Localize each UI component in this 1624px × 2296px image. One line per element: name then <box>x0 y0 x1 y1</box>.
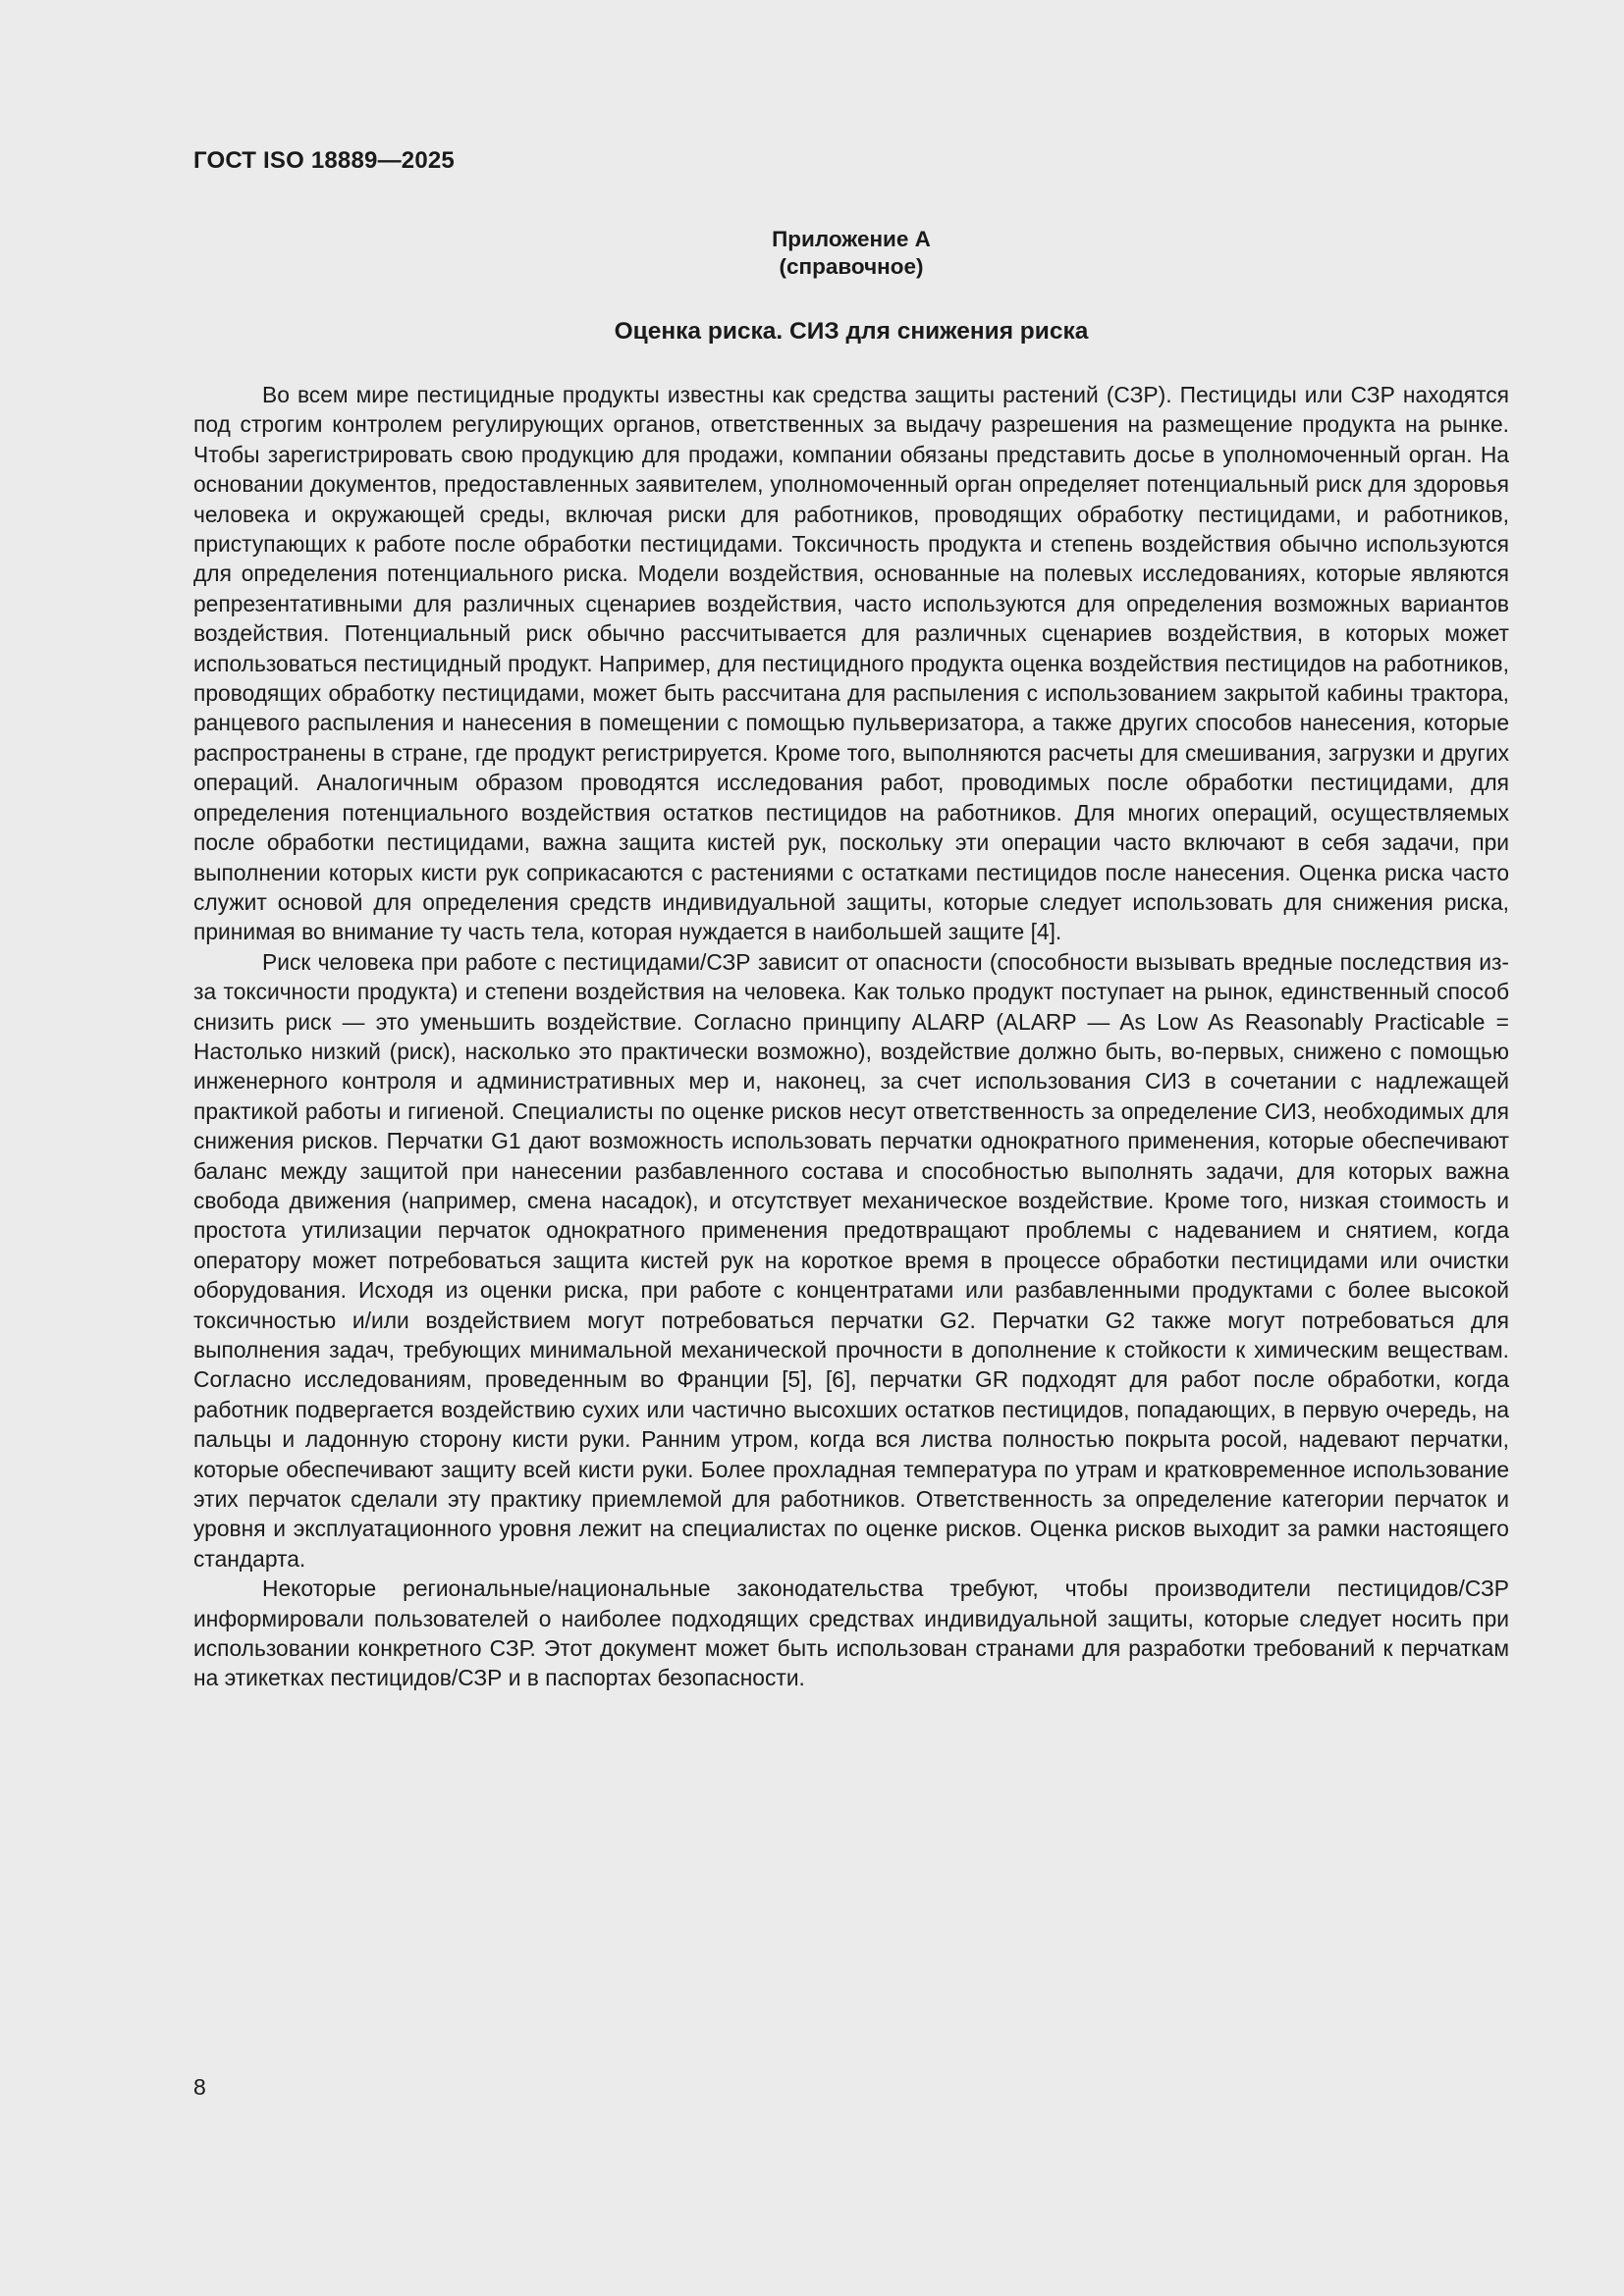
body-text <box>193 380 1509 1693</box>
paragraph: Во всем мире пестицидные продукты известны как средства защиты растений (СЗР). Пестициды или СЗР находятся под строгим контролем регулирующих органов, ответственных за выдачу разрешения на размещение продукта на рынке. Чтобы зарегистрировать свою продукцию для продажи, компании обязаны представить досье в уполномоченный орган. На основании документов, предоставленных заявителем, уполномоченный орган определяет потенциальный риск для здоровья человека и окружающей среды, включая риски для работников, проводящих обработку пестицидами, и работников, приступающих к работе после обработки пестицидами. Токсичность продукта и степень воздействия обычно используются для определения потенциального риска. Модели воздействия, основанные на полевых исследованиях, которые являются репрезентативными для различных сценариев воздействия, часто используются для определения возможных вариантов воздействия. Потенциальный риск обычно рассчитывается для различных сценариев воздействия, в которых может использоваться пестицидный продукт. Например, для пестицидного продукта оценка воздействия пестицидов на работников, проводящих обработку пестицидами, может быть рассчитана для распыления с использованием закрытой кабины трактора, ранцевого распыления и нанесения в помещении с помощью пульверизатора, а также других способов нанесения, которые распространены в стране, где продукт регистрируется. Кроме того, выполняются расчеты для смешивания, загрузки и других операций. Аналогичным образом проводятся исследования работ, проводимых после обработки пестицидами, для определения потенциального воздействия остатков пестицидов на работников. Для многих операций, осуществляемых после обработки пестицидами, важна защита кистей рук, поскольку эти операции часто включают в себя задачи, при выполнении которых кисти рук соприкасаются с растениями с остатками пестицидов после нанесения. Оценка риска часто служит основой для определения средств индивидуальной защиты, которые следует использовать для снижения риска, принимая во внимание ту часть тела, которая нуждается в наибольшей защите [4]. <box>193 382 1509 945</box>
page-number: 8 <box>193 2074 206 2100</box>
annex-heading <box>193 226 1509 281</box>
annex-status: (справочное) <box>779 254 924 279</box>
section-title: Оценка риска. СИЗ для снижения риска <box>614 318 1089 345</box>
annex-title: Приложение А <box>772 227 931 251</box>
document-header: ГОСТ ISO 18889—2025 <box>193 147 455 174</box>
paragraph: Некоторые региональные/национальные законодательства требуют, чтобы производители пестицидов/СЗР информировали пользователей о наиболее подходящих средствах индивидуальной защиты, которые следует носить при использовании конкретного СЗР. Этот документ может быть использован странами для разработки требований к перчаткам на этикетках пестицидов/СЗР и в паспортах безопасности. <box>193 1575 1509 1691</box>
paragraph: Риск человека при работе с пестицидами/СЗР зависит от опасности (способности вызывать вредные последствия из-за токсичности продукта) и степени воздействия на человека. Как только продукт поступает на рынок, единственный способ снизить риск — это уменьшить воздействие. Согласно принципу ALARP (ALARP — As Low As Reasonably Practicable = Настолько низкий (риск), насколько это практически возможно), воздействие должно быть, во-первых, снижено с помощью инженерного контроля и административных мер и, наконец, за счет использования СИЗ в сочетании с надлежащей практикой работы и гигиеной. Специалисты по оценке рисков несут ответственность за определение СИЗ, необходимых для снижения рисков. Перчатки G1 дают возможность использовать перчатки однократного применения, которые обеспечивают баланс между защитой при нанесении разбавленного состава и способностью выполнять задачи, для которых важна свобода движения (например, смена насадок), и отсутствует механическое воздействие. Кроме того, низкая стоимость и простота утилизации перчаток однократного применения предотвращают проблемы с надеванием и снятием, когда оператору может потребоваться защита кистей рук на короткое время в процессе обработки пестицидами или очистки оборудования. Исходя из оценки риска, при работе с концентратами или разбавленными продуктами с более высокой токсичностью и/или воздействием могут потребоваться перчатки G2. Перчатки G2 также могут потребоваться для выполнения задач, требующих минимальной механической прочности в дополнение к стойкости к химическим веществам. Согласно исследованиям, проведенным во Франции [5], [6], перчатки GR подходят для работ после обработки, когда работник подвергается воздействию сухих или частично высохших остатков пестицидов, попадающих, в первую очередь, на пальцы и ладонную сторону кисти руки. Ранним утром, когда вся листва полностью покрыта росой, надевают перчатки, которые обеспечивают защиту всей кисти руки. Более прохладная температура по утрам и кратковременное использование этих перчаток сделали эту практику приемлемой для работников. Ответственность за определение категории перчаток и уровня и эксплуатационного уровня лежит на специалистах по оценке рисков. Оценка рисков выходит за рамки настоящего стандарта. <box>193 948 1509 1572</box>
